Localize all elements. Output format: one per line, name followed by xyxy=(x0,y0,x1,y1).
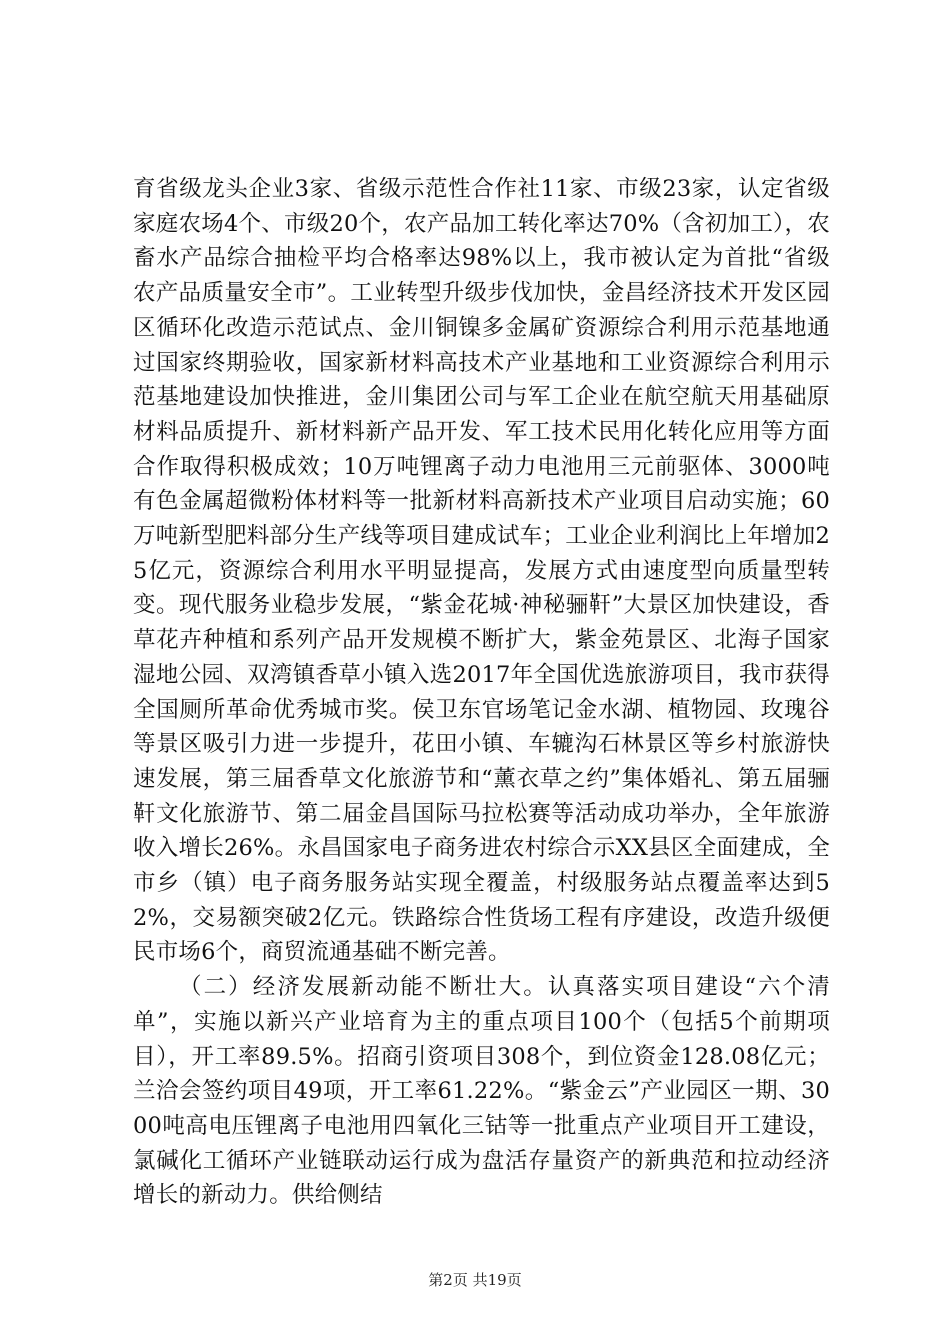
body-text xyxy=(133,172,830,1213)
paragraph-new-momentum: （二）经济发展新动能不断壮大。认真落实项目建设“六个清单”，实施以新兴产业培育为主的重点项目100个（包括5个前期项目），开工率89.5%。招商引资项目308个，到位资金128.08亿元；兰洽会签约项目49项，开工率61.22%。“紫金云”产业园区一期、3000吨高电压锂离子电池用四氧化三钴等一批重点产业项目开工建设，氯碱化工循环产业链联动运行成为盘活存量资产的新典范和拉动经济增长的新动力。供给侧结 xyxy=(133,974,830,1209)
page-number-footer: 第2页 共19页 xyxy=(428,1271,522,1289)
paragraph-agriculture-industry-services: 育省级龙头企业3家、省级示范性合作社11家、市级23家，认定省级家庭农场4个、市级20个，农产品加工转化率达70%（含初加工），农畜水产品综合抽检平均合格率达98%以上，我市被认定为首批“省级农产品质量安全市”。工业转型升级步伐加快，金昌经济技术开发区园区循环化改造示范试点、金川铜镍多金属矿资源综合利用示范基地通过国家终期验收，国家新材料高技术产业基地和工业资源综合利用示范基地建设加快推进，金川集团公司与军工企业在航空航天用基础原材料品质提升、新材料新产品开发、军工技术民用化转化应用等方面合作取得积极成效；10万吨锂离子动力电池用三元前驱体、3000吨有色金属超微粉体材料等一批新材料高新技术产业项目启动实施；60万吨新型肥料部分生产线等项目建成试车；工业企业利润比上年增加25亿元，资源综合利用水平明显提高，发展方式由速度型向质量型转变。现代服务业稳步发展，“紫金花城·神秘骊靬”大景区加快建设，香草花卉种植和系列产品开发规模不断扩大，紫金苑景区、北海子国家湿地公园、双湾镇香草小镇入选2017年全国优选旅游项目，我市获得全国厕所革命优秀城市奖。侯卫东官场笔记金水湖、植物园、玫瑰谷等景区吸引力进一步提升，花田小镇、车辘沟石林景区等乡村旅游快速发展，第三届香草文化旅游节和“薰衣草之约”集体婚礼、第五届骊靬文化旅游节、第二届金昌国际马拉松赛等活动成功举办，全年旅游收入增长26%。永昌国家电子商务进农村综合示XX县区全面建成，全市乡（镇）电子商务服务站实现全覆盖，村级服务站点覆盖率达到52%，交易额突破2亿元。铁路综合性货场工程有序建设，改造升级便民市场6个，商贸流通基础不断完善。 xyxy=(133,176,830,966)
